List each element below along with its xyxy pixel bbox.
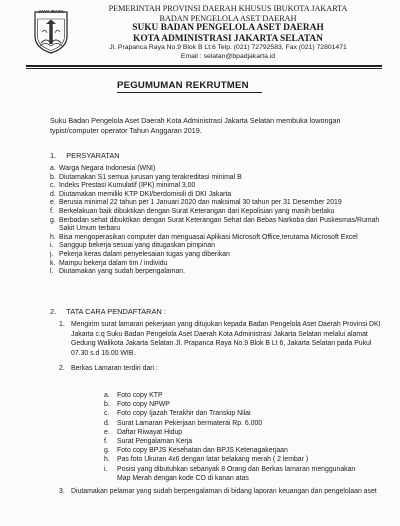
list-item-text: Daftar Riwayat Hidup xyxy=(117,428,183,436)
letterhead-line-1: PEMERINTAH PROVINSI DAERAH KHUSUS IBUKOTA JAKARTA xyxy=(108,4,348,13)
list-item xyxy=(104,428,364,437)
list-item-key: b. xyxy=(50,173,56,181)
letterhead-rule-thin xyxy=(26,68,382,69)
list-item-text: Warga Negara Indonesia (WNI) xyxy=(59,165,156,172)
section-2-title: TATA CARA PENDAFTARAN : xyxy=(66,307,166,316)
list-item-key: e. xyxy=(50,199,56,207)
list-item-key: h. xyxy=(104,456,110,464)
list-item-text: Bisa mengoperasikan computer dan menguasai Aplikasi Microsoft Office,terutama Microsoft Excel xyxy=(59,233,358,241)
step-text: Diutamakan pelamar yang sudah berpengalaman di bidang laporan keuangan dan pengelolaan aset xyxy=(71,487,377,495)
list-item xyxy=(50,182,380,191)
list-item-text: Mampu bekerja dalam tim / individu xyxy=(59,259,168,267)
letterhead-rule-thick xyxy=(26,65,382,67)
list-item-key: a. xyxy=(50,165,56,172)
step-key: 3. xyxy=(59,487,65,495)
list-item-key: b. xyxy=(104,401,110,409)
list-item-key: j. xyxy=(50,250,54,258)
letterhead-line-2: BADAN PENGELOLA ASET DAERAH xyxy=(159,13,297,23)
list-item-key: e. xyxy=(104,428,110,436)
list-item-key: c. xyxy=(104,410,110,418)
requirements-list xyxy=(50,165,380,277)
title-underline xyxy=(117,92,262,93)
list-item xyxy=(50,251,380,260)
list-item xyxy=(104,391,364,400)
list-item xyxy=(50,208,380,217)
list-item-text: Berusia minimal 22 tahun per 1 Januari 2020 dan maksimal 30 tahun per 31 Desember 2019 xyxy=(59,199,342,207)
list-item xyxy=(104,409,364,418)
list-item xyxy=(50,217,380,234)
step-text: Mengirim surat lamaran pekerjaan yang ditujukan kepada Badan Pengelola Aset Daerah Provinsi DKI Jakarta c.q Suku Badan Pengelola Aset Daerah Kota Administrasi Jakarta Selatan melalui alamat Gedung Walikota Jakarta Selatan Jl. Prapanca Raya No.9 Blok B Lt 6, Jakarta Selatan pada Pukul 07.30 s.d 16.00 WIB. xyxy=(71,321,381,357)
list-item xyxy=(50,174,380,183)
list-item xyxy=(104,465,364,483)
step-key: 1. xyxy=(59,321,65,328)
logo-caption: JAYA RAYA xyxy=(38,9,64,14)
list-item-key: d. xyxy=(104,419,110,427)
list-item-text: Pas foto Ukuran 4x6 dengan latar belakang merah ( 2 lembar ) xyxy=(117,456,309,464)
list-item xyxy=(50,191,380,200)
letterhead-line-4: KOTA ADMINISTRASI JAKARTA SELATAN xyxy=(133,33,323,44)
documents-list xyxy=(104,391,364,483)
section-1-title: PERSYARATAN xyxy=(66,151,120,160)
letterhead xyxy=(78,4,378,61)
list-item-text: Foto copy KTP xyxy=(117,392,163,399)
list-item-text: Surat Lamaran Pekerjaan bermaterai Rp. 6.000 xyxy=(117,419,263,427)
list-item-text: Foto copy Ijazah Terakhir dan Transkip Nilai xyxy=(117,410,251,418)
list-item xyxy=(104,437,364,446)
list-item-text: Sanggup bekerja sesuai yang ditugaskan pimpinan xyxy=(59,242,215,250)
list-item xyxy=(50,260,380,269)
list-item-text: Diutamakan memiliki KTP DKI/berdomisili di DKI Jakarta xyxy=(59,190,232,198)
section-1-heading xyxy=(50,151,120,160)
list-item xyxy=(104,419,364,428)
list-item xyxy=(50,199,380,208)
list-item-text: Berbadan sehat dibuktikan dengan Surat Keterangan Sehat dan Bebas Narkoba dari Puskesmas/Rumah Sakit Umum terbaru xyxy=(59,216,380,233)
list-item-key: c. xyxy=(50,182,56,190)
list-item-text: Foto copy NPWP xyxy=(117,401,170,409)
list-item xyxy=(50,268,380,277)
letterhead-email: Email : selatan@bpadjakarta.id xyxy=(180,52,276,60)
list-item-key: k. xyxy=(50,259,56,267)
list-item-key: a. xyxy=(104,392,110,399)
list-item-text: Diutamakan yang sudah berpengalaman. xyxy=(59,268,186,276)
step-item xyxy=(59,487,385,497)
intro-paragraph: Suku Badan Pengelola Aset Daerah Kota Administrasi Jakarta Selatan membuka lowongan typist/computer operator Tahun Anggaran 2019. xyxy=(50,116,341,135)
jakarta-crest-icon xyxy=(33,10,69,54)
list-item-text: Indeks Prestasi Kumulatif (IPK) minimal 3,00 xyxy=(59,182,196,190)
step-item xyxy=(59,364,385,374)
letterhead-line-3: SUKU BADAN PENGELOLA ASET DAERAH xyxy=(132,23,324,33)
list-item-key: i. xyxy=(50,242,54,250)
section-1-number: 1. xyxy=(50,151,57,160)
list-item xyxy=(104,400,364,409)
list-item-key: g. xyxy=(104,447,110,455)
list-item xyxy=(50,165,380,174)
list-item-key: f. xyxy=(50,207,54,215)
page-title: PEGUMUMAN REKRUTMEN xyxy=(117,80,249,91)
step-text: Berkas Lamaran terdiri dari : xyxy=(71,365,158,373)
list-item-text: Foto copy BPJS Kesehatan dan BPJS Ketenagakerjaan xyxy=(117,447,288,455)
list-item xyxy=(104,446,364,455)
list-item-key: d. xyxy=(50,190,56,198)
list-item-key: g. xyxy=(50,216,56,224)
step-key: 2. xyxy=(59,365,65,373)
list-item-text: Diutamakan S1 semua jurusan yang terakreditasi minimal B xyxy=(59,173,242,181)
step-item xyxy=(59,320,385,358)
list-item xyxy=(50,234,380,243)
section-2-heading xyxy=(50,307,166,316)
list-item-text: Berkelakuan baik dibuktikan dengan Surat Keterangan dari Kepolisian yang masih berlaku xyxy=(59,207,335,215)
list-item-text: Posisi yang dibutuhkan sebanyak 8 Orang dan Berkas lamaran menggunakan Map Merah dengan kode CO di kanan atas xyxy=(117,465,356,482)
letterhead-address: Jl. Prapanca Raya No.9 Blok B Lt.6 Telp. (021) 72792583, Fax (021) 72801471 xyxy=(109,44,347,52)
list-item-text: Surat Pengalaman Kerja xyxy=(117,438,193,446)
list-item-key: i. xyxy=(104,465,108,473)
list-item-key: f. xyxy=(104,438,108,446)
list-item xyxy=(104,455,364,464)
list-item-text: Pekerja keras dalam penyelesaian tugas yang diberikan xyxy=(59,250,230,258)
section-2-number: 2. xyxy=(50,307,57,316)
list-item-key: l. xyxy=(50,268,54,276)
list-item xyxy=(50,242,380,251)
list-item-key: h. xyxy=(50,233,56,241)
